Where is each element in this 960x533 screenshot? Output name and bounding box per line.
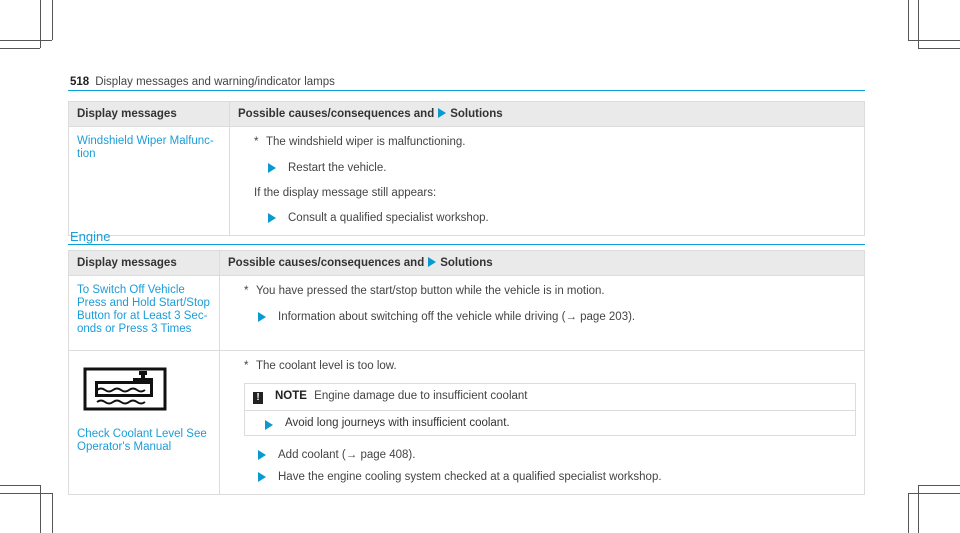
table-row <box>69 276 865 351</box>
solution-step <box>228 470 856 484</box>
note-box <box>244 383 856 436</box>
crop-mark <box>918 485 960 486</box>
col-header-solutions-text: Solutions <box>450 108 503 120</box>
crop-mark <box>908 0 909 40</box>
cause-text: * You have pressed the start/stop button while the vehicle is in motion. <box>244 285 605 297</box>
page-header <box>70 76 335 88</box>
crop-mark <box>918 48 960 49</box>
table-row <box>69 351 865 495</box>
messages-table-engine <box>68 250 865 495</box>
step-label: Have the engine cooling system checked at a qualified specialist workshop. <box>278 471 662 483</box>
arrow-right-icon <box>438 108 446 118</box>
crop-mark <box>908 493 909 533</box>
solution-step <box>238 211 856 225</box>
step-label: Restart the vehicle. <box>288 162 387 174</box>
arrow-right-icon <box>258 450 266 460</box>
solution-step <box>228 310 856 324</box>
solution-step <box>228 448 856 462</box>
crop-mark <box>0 485 40 486</box>
arrow-right-icon <box>428 257 436 267</box>
note-text: Engine damage due to insufficient coolant <box>314 390 528 402</box>
cause-text: * The windshield wiper is malfunctioning. <box>254 136 466 148</box>
col-header-causes <box>220 251 865 276</box>
table-row <box>69 127 865 236</box>
crop-mark <box>52 0 53 40</box>
header-rule <box>68 90 865 91</box>
arrow-right-icon <box>258 312 266 322</box>
page-number: 518 <box>70 76 90 88</box>
arrow-right-icon <box>268 163 276 173</box>
crop-mark <box>0 48 40 49</box>
arrow-right-icon <box>258 472 266 482</box>
crop-mark <box>52 493 53 533</box>
note-step <box>245 411 855 435</box>
arrow-right-icon <box>265 420 273 430</box>
crop-mark <box>908 40 960 41</box>
display-message: Windshield Wiper Malfunc- tion <box>77 135 214 160</box>
step-label: Information about switching off the vehicle while driving (→ page 203). <box>278 311 636 323</box>
section-name: Display messages and warning/indicator lamps <box>95 76 335 88</box>
col-header-messages: Display messages <box>69 251 220 276</box>
col-header-causes-text: Possible causes/consequences and <box>228 257 425 269</box>
display-message: To Switch Off Vehicle Press and Hold Start/Stop Button for at Least 3 Sec- onds or Press 3 Times <box>77 284 210 335</box>
display-message: Check Coolant Level See Operator's Manual <box>77 428 207 453</box>
coolant-level-icon <box>83 367 167 411</box>
col-header-causes-text: Possible causes/consequences and <box>238 108 435 120</box>
solution-step <box>238 161 856 175</box>
condition-text: If the display message still appears: <box>254 187 437 199</box>
note-label: NOTE <box>275 390 307 402</box>
cause-label: You have pressed the start/stop button while the vehicle is in motion. <box>256 285 605 297</box>
note-step-label: Avoid long journeys with insufficient coolant. <box>285 417 510 429</box>
col-header-messages: Display messages <box>69 102 230 127</box>
section-title-engine: Engine <box>70 229 111 244</box>
cause-text: * The coolant level is too low. <box>244 360 397 372</box>
step-label: Consult a qualified specialist workshop. <box>288 212 489 224</box>
crop-mark <box>0 493 52 494</box>
warning-icon: ! <box>253 392 263 404</box>
step-label: Add coolant (→ page 408). <box>278 449 416 461</box>
crop-mark <box>908 493 960 494</box>
messages-table-wiper <box>68 101 865 236</box>
section-rule <box>68 244 865 245</box>
crop-mark <box>0 40 52 41</box>
cause-label: The windshield wiper is malfunctioning. <box>266 136 466 148</box>
col-header-solutions-text: Solutions <box>440 257 493 269</box>
col-header-causes <box>230 102 865 127</box>
cause-label: The coolant level is too low. <box>256 360 397 372</box>
note-header <box>245 384 855 411</box>
arrow-right-icon <box>268 213 276 223</box>
